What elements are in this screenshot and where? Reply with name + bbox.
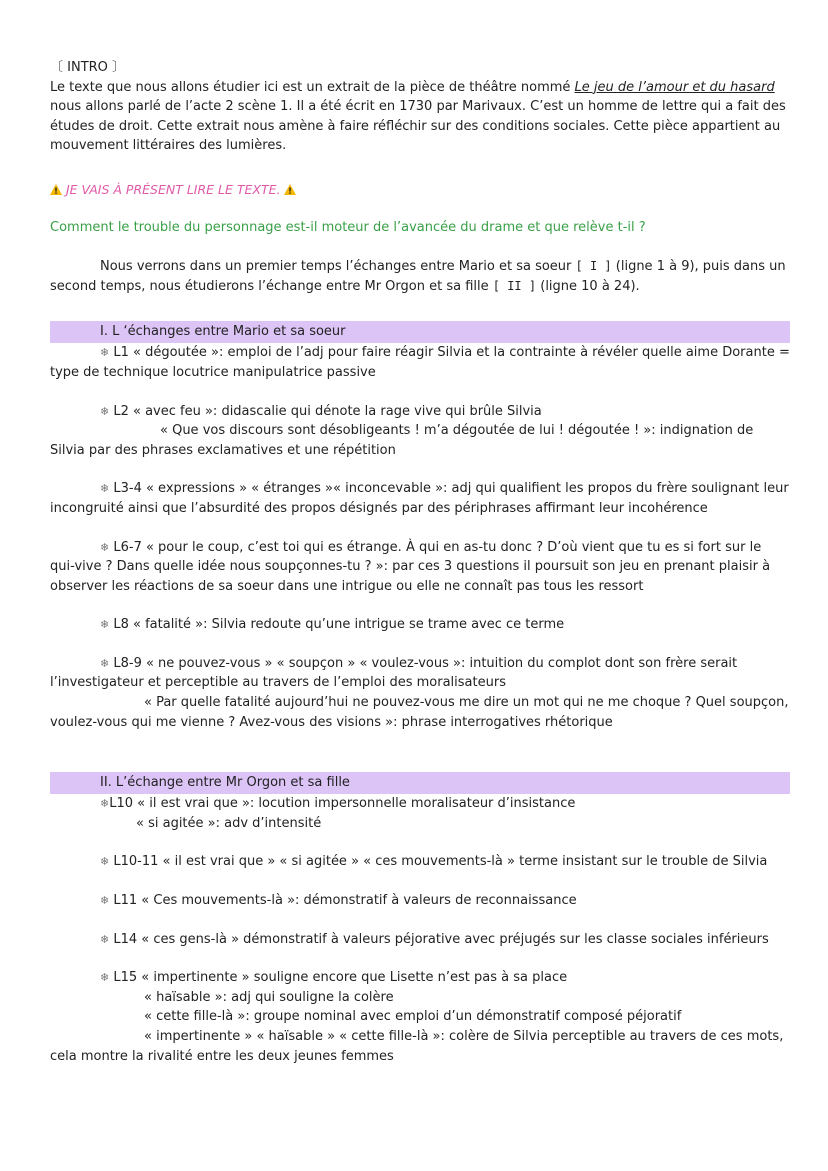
list-item: ❄ L11 « Ces mouvements-là »: démonstratif à valeurs de reconnaissance <box>100 893 577 909</box>
intro-tag: 〔 INTRO 〕 <box>50 60 126 75</box>
play-title: Le jeu de l’amour et du hasard <box>574 79 775 95</box>
snowflake-icon: ❄ <box>100 346 110 360</box>
intro-paragraph: Le texte que nous allons étudier ici est un extrait de la pièce de théâtre nommé Le jeu de l’amour et du hasard nous allons parlé de l’acte 2 scène 1. Il a été écrit en 1730 par Marivaux. C’est un homme de lettre qui a fait des études de droit. Cette extrait nous amène à faire réfléchir sur des conditions sociales. Cette pièce appartient au mouvement littéraires des lumières. <box>50 79 786 154</box>
snowflake-icon: ❄ <box>100 797 110 811</box>
warning-icon <box>284 184 296 195</box>
section-heading-1: I. L ‘échanges entre Mario et sa soeur <box>50 321 790 343</box>
snowflake-icon: ❄ <box>100 404 110 418</box>
list-item: ❄ L10-11 « il est vrai que » « si agitée » « ces mouvements-là » terme insistant sur le trouble de Silvia <box>100 854 768 870</box>
list-subitem: « si agitée »: adv d’intensité <box>136 815 322 831</box>
read-notice: JE VAIS À PRÉSENT LIRE LE TEXTE. <box>50 180 790 200</box>
list-subitem: « Par quelle fatalité aujourd’hui ne pouvez-vous me dire un mot qui ne me choque ? Quel soupçon, voulez-vous qui me vienne ? Avez-vous des visions »: phrase interrogatives rhétorique <box>50 695 789 730</box>
snowflake-icon: ❄ <box>100 540 110 554</box>
snowflake-icon: ❄ <box>100 482 110 496</box>
plan-paragraph: Nous verrons dans un premier temps l’échanges entre Mario et sa soeur [ I ] (ligne 1 à 9), puis dans un second temps, nous étudierons l’échange entre Mr Orgon et sa fille [ II ] (ligne 10 à 24). <box>50 259 786 294</box>
snowflake-icon: ❄ <box>100 656 110 670</box>
list-item: ❄ L8 « fatalité »: Silvia redoute qu’une intrigue se trame avec ce terme <box>100 617 565 633</box>
snowflake-icon: ❄ <box>100 894 110 908</box>
problematic-question: Comment le trouble du personnage est-il moteur de l’avancée du drame et que relève t-il ? <box>50 219 646 235</box>
snowflake-icon: ❄ <box>100 932 110 946</box>
section-ref-1: [ I ] <box>575 259 612 274</box>
list-item: ❄ L2 « avec feu »: didascalie qui dénote la rage vive qui brûle Silvia <box>100 403 542 419</box>
list-item: ❄ L8-9 « ne pouvez-vous » « soupçon » « voulez-vous »: intuition du complot dont son frère serait l’investigateur et perceptible au travers de l’emploi des moralisateurs <box>50 655 738 691</box>
snowflake-icon: ❄ <box>100 855 110 869</box>
list-item: ❄ L6-7 « pour le coup, c’est toi qui es étrange. À qui en as-tu donc ? D’où vient que tu es si fort sur le qui-vive ? Dans quelle idée nous soupçonnes-tu ? »: par ces 3 questions il poursuit son jeu en prenant plaisir à observer les réactions de sa soeur dans une intrigue ou elle ne connaît pas tous les ressort <box>50 539 771 594</box>
section-ref-2: [ II ] <box>492 278 537 293</box>
snowflake-icon: ❄ <box>100 971 110 985</box>
list-item: ❄ L1 « dégoutée »: emploi de l’adj pour faire réagir Silvia et la contrainte à révéler quelle aime Dorante = type de technique locutrice manipulatrice passive <box>50 345 790 380</box>
section-heading-2: II. L’échange entre Mr Orgon et sa fille <box>50 772 790 794</box>
list-subitem: « cette fille-là »: groupe nominal avec emploi d’un démonstratif composé péjoratif <box>144 1009 682 1025</box>
list-item: ❄L10 « il est vrai que »: locution impersonnelle moralisateur d’insistance <box>100 796 576 812</box>
list-subitem: « impertinente » « haïsable » « cette fille-là »: colère de Silvia perceptible au travers de ces mots, cela montre la rivalité entre les deux jeunes femmes <box>50 1029 784 1064</box>
warning-icon <box>50 184 62 195</box>
list-subitem: « haïsable »: adj qui souligne la colère <box>144 989 394 1005</box>
list-item: ❄ L15 « impertinente » souligne encore que Lisette n’est pas à sa place <box>100 970 568 986</box>
list-subitem: « Que vos discours sont désobligeants ! m’a dégoutée de lui ! dégoutée ! »: indignation de Silvia par des phrases exclamatives et une répétition <box>50 423 754 458</box>
document-page <box>50 58 790 1066</box>
list-item: ❄ L3-4 « expressions » « étranges »« inconcevable »: adj qui qualifient les propos du frère soulignant leur incongruité ainsi que l’absurdité des propos désignés par des périphrases affirmant leur incohérence <box>50 481 789 516</box>
list-item: ❄ L14 « ces gens-là » démonstratif à valeurs péjorative avec préjugés sur les classe sociales inférieurs <box>100 931 769 947</box>
snowflake-icon: ❄ <box>100 618 110 632</box>
